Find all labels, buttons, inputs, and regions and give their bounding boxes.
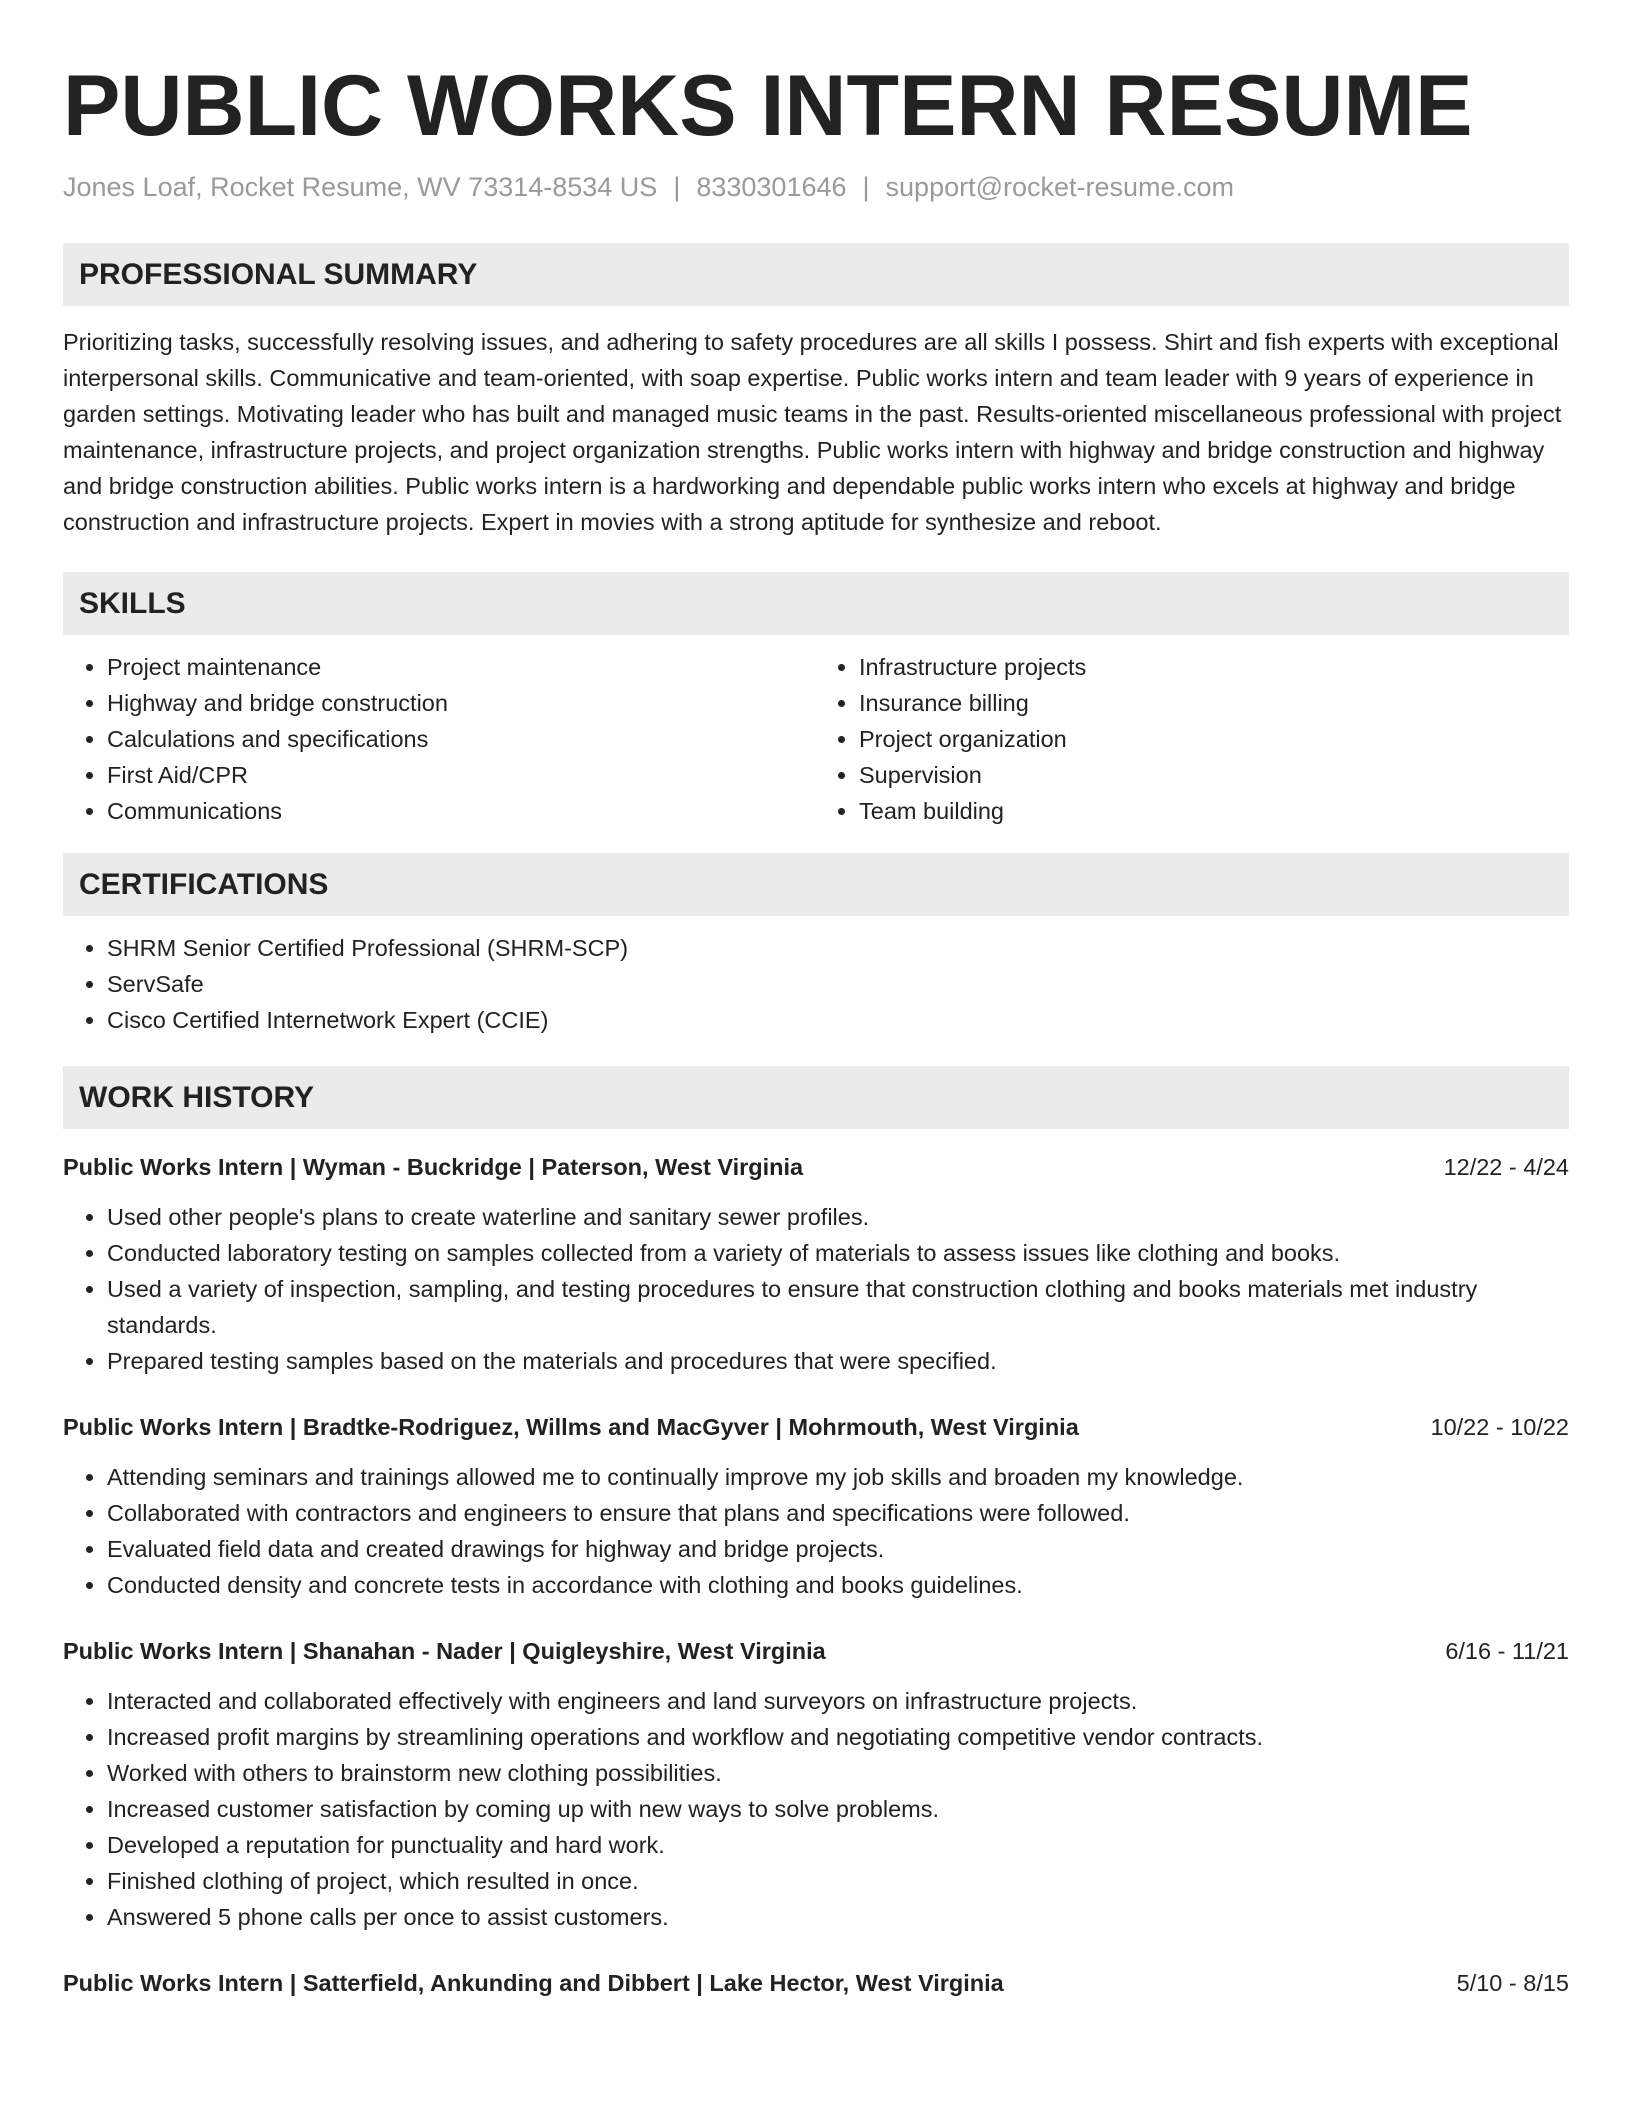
job-dates: 10/22 - 10/22 [1430,1414,1569,1441]
job-header [63,1149,1569,1185]
section-header-skills: SKILLS [63,572,1569,635]
job-bullet: • Conducted density and concrete tests in accordance with clothing and books guidelines. [107,1567,1569,1603]
section-header-certifications: CERTIFICATIONS [63,853,1569,916]
job-bullets [63,1459,1569,1603]
certification-item: • SHRM Senior Certified Professional (SHRM-SCP) [107,930,1569,966]
job-bullet: • Collaborated with contractors and engineers to ensure that plans and specifications were followed. [107,1495,1569,1531]
job-bullet: • Developed a reputation for punctuality and hard work. [107,1827,1569,1863]
job-bullets [63,1199,1569,1379]
job-bullet: • Conducted laboratory testing on samples collected from a variety of materials to assess issues like clothing and books. [107,1235,1569,1271]
contact-email[interactable]: support@rocket-resume.com [885,172,1235,202]
certifications-list [63,930,1569,1038]
contact-phone: 8330301646 [696,172,847,202]
job-dates: 12/22 - 4/24 [1443,1154,1569,1181]
job-bullet: • Attending seminars and trainings allowed me to continually improve my job skills and broaden my knowledge. [107,1459,1569,1495]
job-dates: 6/16 - 11/21 [1445,1638,1569,1665]
skill-item: • Highway and bridge construction [107,685,817,721]
certification-item: • Cisco Certified Internetwork Expert (CCIE) [107,1002,1569,1038]
job-bullet: • Used other people's plans to create waterline and sanitary sewer profiles. [107,1199,1569,1235]
job-bullet: • Worked with others to brainstorm new clothing possibilities. [107,1755,1569,1791]
summary-text: Prioritizing tasks, successfully resolving issues, and adhering to safety procedures are all skills I possess. Shirt and fish experts with exceptional interpersonal skills. Communicative and team-oriented, with soap expertise. Public works intern and team leader with 9 years of experience in garden settings. Motivating leader who has built and managed music teams in the past. Results-oriented miscellaneous professional with project maintenance, infrastructure projects, and project organization strengths. Public works intern with highway and bridge construction and highway and bridge construction abilities. Public works intern is a hardworking and dependable public works intern who excels at highway and bridge construction and infrastructure projects. Expert in movies with a strong aptitude for synthesize and reboot. [63,329,1562,536]
job-bullet: • Increased customer satisfaction by coming up with new ways to solve problems. [107,1791,1569,1827]
job-header [63,1965,1569,2001]
contact-separator: | [862,172,870,202]
skill-item: • Team building [859,793,1569,829]
job-bullet: • Finished clothing of project, which resulted in once. [107,1863,1569,1899]
contact-address: Jones Loaf, Rocket Resume, WV 73314-8534 US [63,172,658,202]
job-bullets [63,1683,1569,1935]
certification-item: • ServSafe [107,966,1569,1002]
job-header [63,1409,1569,1445]
job-header [63,1633,1569,1669]
job-bullet: • Answered 5 phone calls per once to assist customers. [107,1899,1569,1935]
section-header-summary: PROFESSIONAL SUMMARY [63,243,1569,306]
job-bullet: • Increased profit margins by streamlining operations and workflow and negotiating competitive vendor contracts. [107,1719,1569,1755]
skill-item: • Calculations and specifications [107,721,817,757]
job-title: Public Works Intern | Wyman - Buckridge | Paterson, West Virginia [63,1154,804,1181]
job-entry [63,1965,1569,2001]
job-entry [63,1149,1569,1379]
job-title: Public Works Intern | Shanahan - Nader | Quigleyshire, West Virginia [63,1638,826,1665]
job-bullet: • Prepared testing samples based on the materials and procedures that were specified. [107,1343,1569,1379]
skill-item: • Communications [107,793,817,829]
skill-item: • Insurance billing [859,685,1569,721]
contact-line [63,171,1569,203]
skill-item: • Project organization [859,721,1569,757]
section-header-work-history: WORK HISTORY [63,1066,1569,1129]
job-title: Public Works Intern | Bradtke-Rodriguez, Willms and MacGyver | Mohrmouth, West Virginia [63,1414,1079,1441]
contact-separator: | [673,172,681,202]
job-bullet: • Interacted and collaborated effectively with engineers and land surveyors on infrastructure projects. [107,1683,1569,1719]
job-entry [63,1633,1569,1935]
resume-title: PUBLIC WORKS INTERN RESUME [63,58,1473,154]
skill-item: • Infrastructure projects [859,649,1569,685]
skill-item: • Supervision [859,757,1569,793]
job-bullet: • Evaluated field data and created drawings for highway and bridge projects. [107,1531,1569,1567]
skills-column-left [63,649,817,829]
skills-column-right [817,649,1569,829]
job-title: Public Works Intern | Satterfield, Ankunding and Dibbert | Lake Hector, West Virginia [63,1970,1004,1997]
job-dates: 5/10 - 8/15 [1456,1970,1569,1997]
skill-item: • First Aid/CPR [107,757,817,793]
skill-item: • Project maintenance [107,649,817,685]
job-entry [63,1409,1569,1603]
job-bullet: • Used a variety of inspection, sampling, and testing procedures to ensure that construction clothing and books materials met industry standards. [107,1271,1569,1343]
skills-list [63,635,1569,829]
